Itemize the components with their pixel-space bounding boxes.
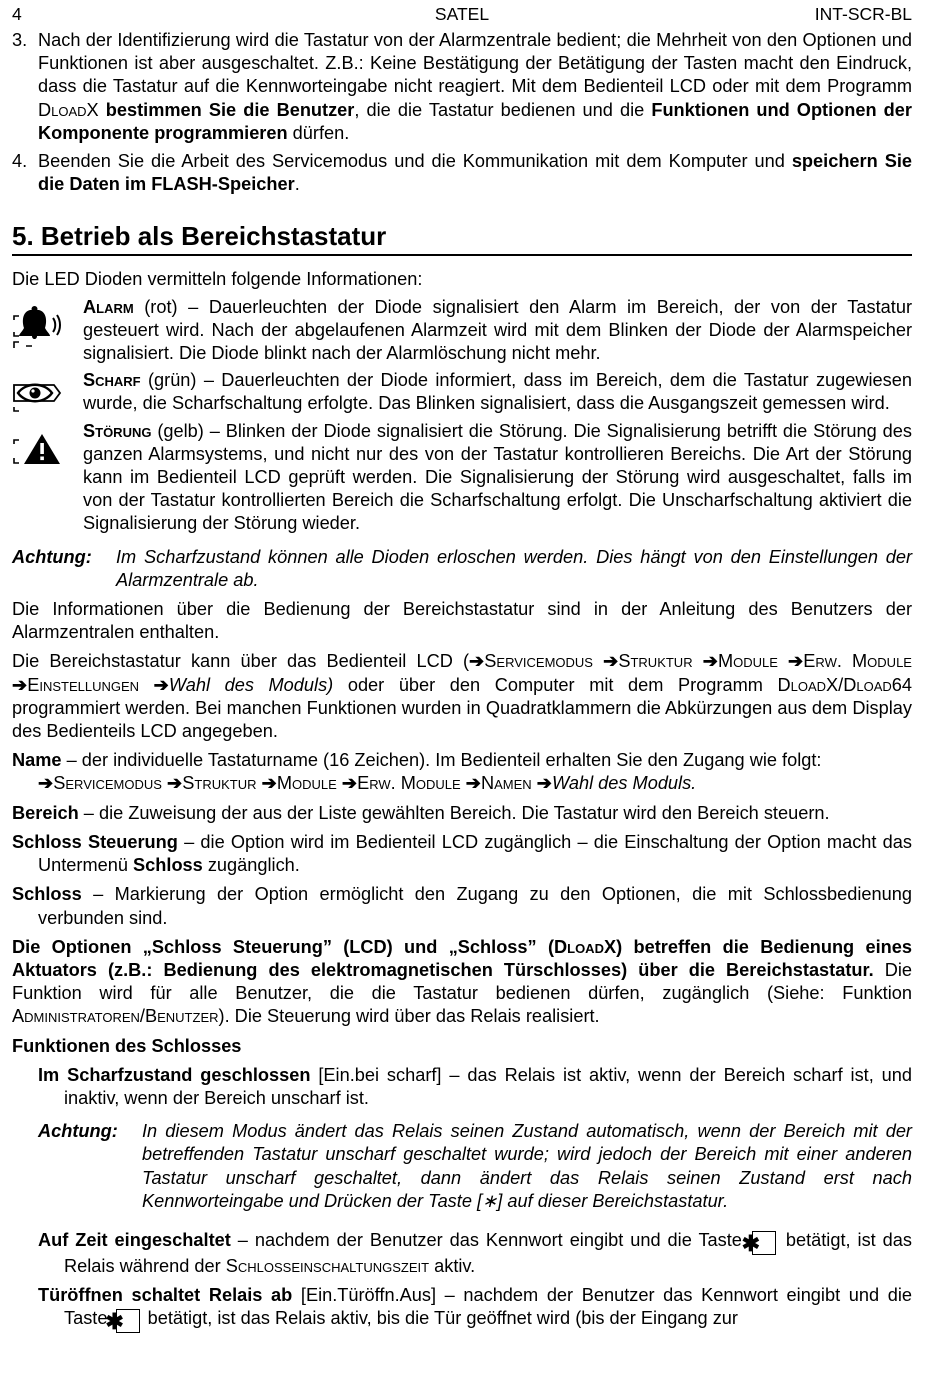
programming-paragraph: Die Bereichstastatur kann über das Bedienteil LCD (➔Servicemodus ➔Struktur ➔Module ➔Erw. Module ➔Einstellungen ➔Wahl des Moduls) oder über den Computer mit dem Programm DloadX/Dload64 programmiert werden. Bei manchen Funktionen wurden in Quadratklammern die Abkürzungen aus dem Display des Bedienteils LCD angegeben. (12, 651, 912, 742)
page-number: 4 (12, 4, 22, 24)
options-paragraph: Die Optionen „Schloss Steuerung” (LCD) und „Schloss” (DloadX) betreffen die Bedienung eines Aktuators (z.B.: Bedienung des elektromagnetischen Türschlosses) über die Bereichstastatur. Die Funktion wird für alle Benutzer, die die Tastatur bedienen dürfen, zugänglich (Siehe: Funktion Administratoren/Benutzer). Die Steuerung wird über das Relais realisiert. (12, 936, 912, 1027)
star-key-icon: ✱ (116, 1309, 140, 1333)
led-alarm: Alarm (rot) – Dauerleuchten der Diode signalisiert den Alarm im Bereich, der von der Tastatur gesteuert wird. Nach der abgelaufenen Alarmzeit wird mit dem Blinken der Diode der Alarmspeicher signalisiert. Die Diode blinkt nach der Alarmlöschung nicht mehr. (12, 296, 912, 366)
bell-alarm-icon (12, 302, 64, 348)
name-option: Name – der individuelle Tastaturname (16 Zeichen). Im Bedienteil erhalten Sie den Zugang wie folgt: (12, 750, 822, 771)
list-item-4: 4. Beenden Sie die Arbeit des Servicemodus und die Kommunikation mit dem Komputer und speichern Sie die Daten im FLASH-Speicher. (12, 151, 912, 195)
brand-name: SATEL (434, 4, 490, 24)
document-code: INT-SCR-BL (814, 4, 912, 24)
note-achtung-2: Achtung: In diesem Modus ändert das Relais seinen Zustand automatisch, wenn der Bereich mit der betreffenden Tastatur unscharf geschaltet wurde; wird jedoch der Bereich mit einer anderen Tastatur unscharf geschaltet, dann ändert das Relais seinen Zustand erst nach Kennworteingabe und Drücken der Taste [∗] auf dieser Bereichstastatur. (38, 1121, 912, 1211)
functions-title: Funktionen des Schlosses (12, 1035, 242, 1056)
function-tueroeffnen: Türöffnen schaltet Relais ab [Ein.Türöffn.Aus] – nachdem der Benutzer das Kennwort eingibt und die Taste ✱ betätigt, ist das Relais aktiv, bis die Tür geöffnet wird (bis der Eingang zur (38, 1285, 912, 1335)
list-item-3: 3. Nach der Identifizierung wird die Tastatur von der Alarmzentrale bedient; die Mehrheit von den Optionen und Funktionen ist aber ausgeschaltet. Z.B.: Keine Bestätigung der Betätigung der Tasten macht den Eindruck, dass die Tastatur auf die Kennworteingabe nicht reagiert. Mit dem Bedienteil LCD oder mit dem Programm DloadX bestimmen Sie die Benutzer, die die Tastatur bedienen und die Funktionen und Optionen der Komponente programmieren dürfen. (12, 30, 912, 143)
note-achtung-1: Achtung: Im Scharfzustand können alle Dioden erloschen werden. Dies hängt von den Einstellungen der Alarmzentrale ab. (12, 546, 912, 590)
manual-page (12, 0, 912, 1333)
led-scharf: Scharf (grün) – Dauerleuchten der Diode informiert, dass im Bereich, dem die Tastatur zugewiesen wurde, die Scharfschaltung erfolgte. Das Blinken signalisiert, dass die Ausgangszeit gemessen wird. (12, 369, 912, 415)
info-paragraph: Die Informationen über die Bedienung der Bereichstastatur sind in der Anleitung des Benutzers der Alarmzentralen enthalten. (12, 599, 912, 643)
function-scharf-geschlossen: Im Scharfzustand geschlossen [Ein.bei scharf] – das Relais ist aktiv, wenn der Bereich scharf ist, und inaktiv, wenn der Bereich unscharf ist. (38, 1064, 912, 1108)
star-key-icon: ✱ (752, 1231, 776, 1255)
schloss-option: Schloss – Markierung der Option ermöglicht den Zugang zu den Optionen, die mit Schlossbedienung verbunden sind. (12, 884, 912, 928)
eye-armed-icon (12, 373, 64, 419)
bereich-option: Bereich – die Zuweisung der aus der Liste gewählten Bereich. Die Tastatur wird den Bereich steuern. (12, 802, 830, 823)
section-title: 5. Betrieb als Bereichstastatur (12, 220, 912, 256)
function-auf-zeit: Auf Zeit eingeschaltet – nachdem der Benutzer das Kennwort eingibt und die Taste ✱ betätigt, ist das Relais während der Schlosseinschaltungszeit aktiv. (38, 1229, 912, 1276)
schloss-steuerung-option: Schloss Steuerung – die Option wird im Bedienteil LCD zugänglich – die Einschaltung der Option macht das Untermenü Schloss zugänglich. (12, 831, 912, 876)
led-intro: Die LED Dioden vermitteln folgende Informationen: (12, 269, 423, 290)
led-stoerung: Störung (gelb) – Blinken der Diode signalisiert die Störung. Die Signalisierung betrifft die Störung des ganzen Alarmsystems, und nicht nur des von der Tastatur kontrollieren Bereichs. Die Art der Störung kann im Bedienteil LCD geprüft werden. Die Signalisierung der Störung wird ausgeschaltet, falls im von der Tastatur kontrollierten Bereich die Scharfschaltung erfolgt. Die Unscharfschaltung aktiviert die Signalisierung der Störung wieder. (12, 420, 912, 536)
page-header (12, 3, 912, 29)
warning-triangle-icon (12, 430, 64, 476)
name-menu-path: ➔Servicemodus ➔Struktur ➔Module ➔Erw. Module ➔Namen ➔Wahl des Moduls. (38, 773, 697, 794)
